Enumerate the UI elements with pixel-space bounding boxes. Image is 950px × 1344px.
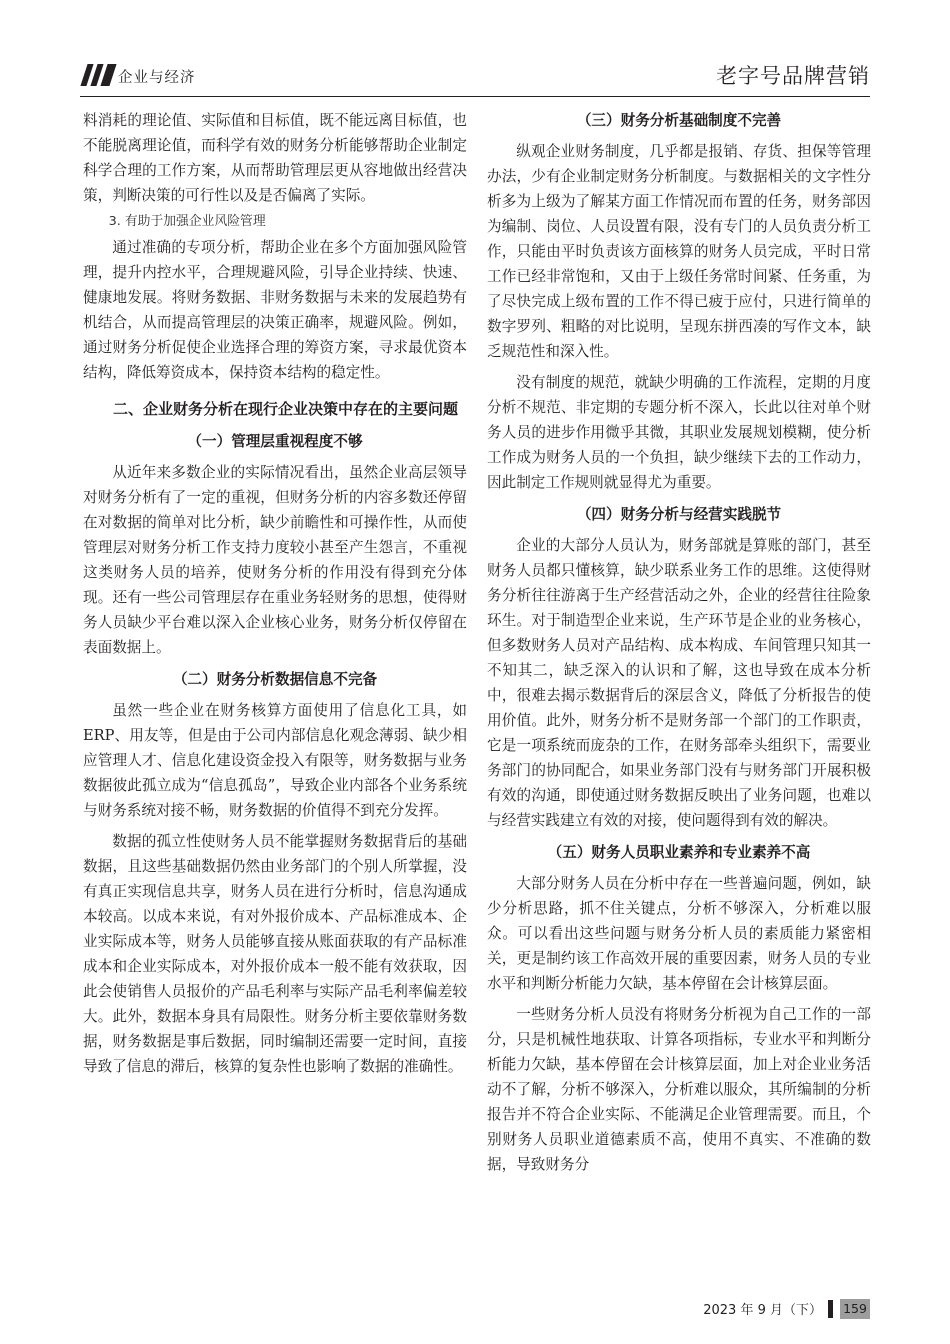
paragraph: 料消耗的理论值、实际值和目标值，既不能远离目标值，也不能脱离理论值，而科学有效的财务分析能够帮助企业制定科学合理的工作方案，从而帮助管理层更从容地做出经营决策，判断决策的可行性以及是否偏离了实际。 <box>83 112 467 204</box>
header-rule <box>80 96 870 97</box>
paragraph: 没有制度的规范，就缺少明确的工作流程，定期的月度分析不规范、非定期的专题分析不深入，长此以往对单个财务人员的进步作用微乎其微，其职业发展规划模糊，使分析工作成为财务人员的一个负担，缺少继续下去的工作动力，因此制定工作规则就显得尤为重要。 <box>487 374 871 491</box>
section-name: 老字号品牌营销 <box>716 64 870 88</box>
paragraph: 一些财务分析人员没有将财务分析视为自己工作的一部分，只是机械性地获取、计算各项指标，专业水平和判断分析能力欠缺，基本停留在会计核算层面，加上对企业业务活动不了解，分析不够深入，分析难以服众，其所编制的分析报告并不符合企业实际、不能满足企业管理需要。而且，个别财务人员职业道德素质不高，使用不真实、不准确的数据，导致财务分 <box>487 1006 871 1173</box>
paragraph: 从近年来多数企业的实际情况看出，虽然企业高层领导对财务分析有了一定的重视，但财务分析的内容多数还停留在对数据的简单对比分析，缺少前瞻性和可操作性，从而使管理层对财务分析工作支持力度较小甚至产生怨言，不重视这类财务人员的培养，使财务分析的作用没有得到充分体现。还有一些公司管理层存在重业务轻财务的思想，使得财务人员缺少平台难以深入企业核心业务，财务分析仅停留在表面数据上。 <box>83 464 467 656</box>
paragraph: 数据的孤立性使财务人员不能掌握财务数据背后的基础数据，且这些基础数据仍然由业务部门的个别人所掌握，没有真正实现信息共享，财务人员在进行分析时，信息沟通成本较高。以成本来说，有对外报价成本、产品标准成本、企业实际成本等，财务人员能够直接从账面获取的有产品标准成本和企业实际成本，对外报价成本一般不能有效获取，因此会使销售人员报价的产品毛利率与实际产品毛利率偏差较大。此外，数据本身具有局限性。财务分析主要依靠财务数据，财务数据是事后数据，同时编制还需要一定时间，直接导致了信息的滞后，核算的复杂性也影响了数据的准确性。 <box>83 833 467 1075</box>
numbered-item: 3. 有助于加强企业风险管理 <box>108 214 266 229</box>
paragraph: 纵观企业财务制度，几乎都是报销、存货、担保等管理办法，少有企业制定财务分析制度。与数据相关的文字性分析多为上级为了解某方面工作情况而布置的任务，财务部因为编制、岗位、人员设置有限，没有专门的人员负责分析工作，只能由平时负责该方面核算的财务人员完成，平时日常工作已经非常饱和，又由于上级任务常时间紧、任务重，为了尽快完成上级布置的工作不得已疲于应付，只进行简单的数字罗列、粗略的对比说明，呈现东拼西凑的写作文本，缺乏规范性和深入性。 <box>487 143 871 360</box>
paragraph: 企业的大部分人员认为，财务部就是算账的部门，甚至财务人员都只懂核算，缺少联系业务工作的思维。这使得财务分析往往游离于生产经营活动之外，企业的经营往往险象环生。对于制造型企业来说，生产环节是企业的业务核心，但多数财务人员对产品结构、成本构成、车间管理只知其一不知其二，缺乏深入的认识和了解，这也导致在成本分析中，很难去揭示数据背后的深层含义，降低了分析报告的使用价值。此外，财务分析不是财务部一个部门的工作职责，它是一项系统而庞杂的工作，在财务部牵头组织下，需要业务部门的协同配合，如果业务部门没有与财务部门开展积极有效的沟通，即使通过财务数据反映出了业务问题，也难以与经营实践建立有效的对接，使问题得到有效的解决。 <box>487 537 871 829</box>
subsection-heading: （三）财务分析基础制度不完善 <box>576 112 782 129</box>
right-column <box>487 108 871 1177</box>
issue-date: 2023 年 9 月（下） <box>703 1303 822 1318</box>
subsection-heading: （五）财务人员职业素养和专业素养不高 <box>547 844 811 861</box>
page-number: 159 <box>840 1299 870 1319</box>
paragraph: 大部分财务人员在分析中存在一些普遍问题，例如，缺少分析思路，抓不住关键点，分析不够深入，分析难以服众。可以看出这些问题与财务分析人员的素质能力紧密相关，更是制约该工作高效开展的重要因素，财务人员的专业水平和判断分析能力欠缺，基本停留在会计核算层面。 <box>487 875 871 992</box>
magazine-name: 企业与经济 <box>118 70 196 86</box>
paragraph: 虽然一些企业在财务核算方面使用了信息化工具，如 ERP、用友等，但是由于公司内部信息化观念薄弱、缺少相应管理人才、信息化建设资金投入有限等，财务数据与业务数据彼此孤立成为“信息孤岛”，导致企业内部各个业务系统与财务系统对接不畅，财务数据的价值得不到充分发挥。 <box>83 702 467 819</box>
subsection-heading: （一）管理层重视程度不够 <box>187 433 363 450</box>
left-column <box>83 108 467 1079</box>
paragraph: 通过准确的专项分析，帮助企业在多个方面加强风险管理，提升内控水平，合理规避风险，引导企业持续、快速、健康地发展。将财务数据、非财务数据与未来的发展趋势有机结合，从而提高管理层的决策正确率，规避风险。例如，通过财务分析促使企业选择合理的筹资方案，寻求最优资本结构，降低筹资成本，保持资本结构的稳定性。 <box>83 239 467 381</box>
subsection-heading: （二）财务分析数据信息不完备 <box>172 671 378 688</box>
section-heading: 二、企业财务分析在现行企业决策中存在的主要问题 <box>113 400 459 418</box>
page-header <box>80 60 870 92</box>
subsection-heading: （四）财务分析与经营实践脱节 <box>576 506 782 523</box>
journal-logo-bars <box>80 64 116 86</box>
page-footer <box>80 1298 870 1320</box>
footer-divider <box>828 1300 833 1318</box>
